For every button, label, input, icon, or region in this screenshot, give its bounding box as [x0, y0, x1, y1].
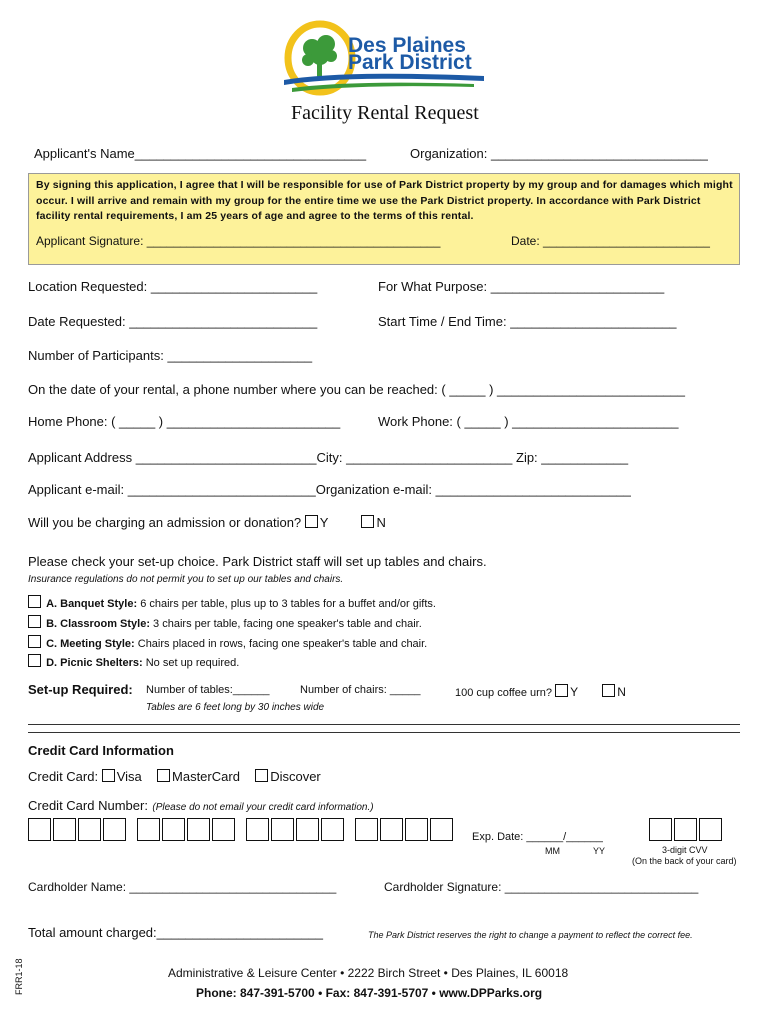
payment-adjustment-note: The Park District reserves the right to change a payment to reflect the correct fee. — [368, 930, 693, 940]
discover-checkbox[interactable] — [255, 769, 268, 782]
number-of-tables-field[interactable]: Number of tables:______ — [146, 684, 270, 696]
applicant-signature-label: Applicant Signature: — [36, 234, 144, 248]
setup-option-a-desc: 6 chairs per table, plus up to 3 tables for a buffet and/or gifts. — [140, 598, 436, 610]
mastercard-checkbox[interactable] — [157, 769, 170, 782]
coffee-yes-checkbox[interactable] — [555, 684, 568, 697]
card-digit-box[interactable] — [162, 818, 185, 841]
zip-label: Zip: — [516, 450, 538, 465]
admission-yes-checkbox[interactable] — [305, 515, 318, 528]
cvv-digit-box[interactable] — [674, 818, 697, 841]
zip-field[interactable]: ____________ — [541, 450, 629, 465]
applicant-name-field[interactable]: ________________________________ — [134, 146, 367, 161]
cardholder-name-label: Cardholder Name: — [28, 880, 127, 894]
signature-date-row — [511, 234, 710, 248]
applicant-signature-row — [36, 234, 440, 248]
card-digit-box[interactable] — [430, 818, 453, 841]
email-label: Applicant e-mail: — [28, 482, 125, 497]
card-digit-box[interactable] — [53, 818, 76, 841]
card-digit-box[interactable] — [380, 818, 403, 841]
email-field[interactable]: __________________________ — [127, 482, 316, 497]
form-code: FRR1-18 — [14, 958, 24, 995]
setup-option-c-checkbox[interactable] — [28, 635, 41, 648]
card-digit-box[interactable] — [296, 818, 319, 841]
setup-insurance-note: Insurance regulations do not permit you to set up our tables and chairs. — [28, 574, 344, 585]
location-row — [28, 279, 317, 294]
rental-phone-field[interactable]: On the date of your rental, a phone number where you can be reached: ( _____ ) __________________________ — [28, 382, 686, 397]
setup-option-c — [28, 635, 427, 650]
expiration-date-field[interactable]: Exp. Date: ______/______ — [472, 831, 603, 843]
agreement-box — [28, 173, 740, 265]
work-phone-field[interactable]: Work Phone: ( _____ ) _______________________ — [378, 414, 679, 429]
credit-card-label: Credit Card: — [28, 769, 99, 784]
admission-question: Will you be charging an admission or donation? — [28, 515, 302, 530]
setup-option-b — [28, 615, 422, 630]
card-digit-box[interactable] — [212, 818, 235, 841]
divider-line — [28, 724, 740, 725]
setup-option-b-desc: 3 chairs per table, facing one speaker's table and chair. — [153, 618, 422, 630]
card-digit-box[interactable] — [405, 818, 428, 841]
setup-option-d-checkbox[interactable] — [28, 654, 41, 667]
address-row — [28, 450, 628, 465]
card-digit-box[interactable] — [187, 818, 210, 841]
coffee-no-label: N — [617, 685, 626, 699]
visa-checkbox[interactable] — [102, 769, 115, 782]
exp-year-label: YY — [593, 846, 606, 856]
cardholder-name-row — [28, 880, 336, 894]
tables-size-note: Tables are 6 feet long by 30 inches wide — [146, 702, 325, 713]
purpose-row — [378, 279, 664, 294]
admission-no-checkbox[interactable] — [361, 515, 374, 528]
cvv-label: 3-digit CVV — [662, 845, 708, 855]
date-requested-field[interactable]: __________________________ — [129, 314, 318, 329]
card-digit-box[interactable] — [355, 818, 378, 841]
time-field[interactable]: _______________________ — [510, 314, 677, 329]
city-label: City: — [316, 450, 343, 465]
credit-card-heading: Credit Card Information — [28, 743, 174, 758]
agreement-text: By signing this application, I agree that I will be responsible for use of Park District property by my group and for damages which might occur. I will arrive and remain with my group for the entire time we use the Park District property. In accordance with Park District facility rental requirements, I am 25 years of age and agree to the terms of this rental. — [36, 179, 733, 222]
participants-label: Number of Participants: — [28, 348, 164, 363]
participants-field[interactable]: ____________________ — [167, 348, 313, 363]
exp-month-label: MM — [545, 846, 560, 856]
applicant-name-label: Applicant's Name — [34, 146, 135, 161]
organization-label: Organization: — [410, 146, 488, 161]
cvv-note: (On the back of your card) — [632, 856, 737, 866]
admission-row — [28, 515, 386, 530]
time-row — [378, 314, 677, 329]
date-requested-label: Date Requested: — [28, 314, 126, 329]
total-amount-label: Total amount charged: — [28, 925, 157, 940]
card-digit-box[interactable] — [28, 818, 51, 841]
signature-date-field[interactable]: _________________________ — [543, 234, 710, 248]
setup-option-c-title: C. Meeting Style: — [46, 638, 135, 650]
setup-option-a-checkbox[interactable] — [28, 595, 41, 608]
credit-card-type-row — [28, 769, 321, 784]
email-row — [28, 482, 631, 497]
card-digit-box[interactable] — [103, 818, 126, 841]
card-digit-box[interactable] — [321, 818, 344, 841]
purpose-label: For What Purpose: — [378, 279, 488, 294]
org-email-label: Organization e-mail: — [315, 482, 433, 497]
organization-field[interactable]: ______________________________ — [490, 146, 708, 161]
coffee-urn-label: 100 cup coffee urn? — [455, 687, 553, 699]
setup-option-a-title: A. Banquet Style: — [46, 598, 138, 610]
setup-heading: Please check your set-up choice. Park District staff will set up tables and chairs. — [28, 554, 487, 569]
cardholder-signature-row — [384, 880, 698, 894]
setup-option-b-title: B. Classroom Style: — [46, 618, 150, 630]
setup-option-d-desc: No set up required. — [145, 657, 240, 669]
cardholder-signature-field[interactable]: _____________________________ — [504, 880, 699, 894]
organization-row — [410, 146, 708, 161]
purpose-field[interactable]: ________________________ — [490, 279, 665, 294]
cardholder-signature-label: Cardholder Signature: — [384, 880, 502, 894]
applicant-signature-field[interactable]: ____________________________________________ — [146, 234, 441, 248]
park-district-logo — [284, 18, 484, 98]
form-title: Facility Rental Request — [291, 102, 479, 124]
card-digit-box[interactable] — [78, 818, 101, 841]
mastercard-label: MasterCard — [172, 769, 240, 784]
card-digit-box[interactable] — [137, 818, 160, 841]
location-field[interactable]: _______________________ — [150, 279, 318, 294]
logo-line-2: Park District — [348, 51, 472, 74]
participants-row — [28, 348, 312, 363]
home-phone-field[interactable]: Home Phone: ( _____ ) ________________________ — [28, 414, 341, 429]
logo-line-1: Des Plaines — [348, 34, 466, 57]
signature-date-label: Date: — [511, 234, 540, 248]
setup-option-d-title: D. Picnic Shelters: — [46, 657, 143, 669]
setup-required-label: Set-up Required: — [28, 682, 133, 697]
card-number-note: (Please do not email your credit card information.) — [152, 802, 374, 813]
location-label: Location Requested: — [28, 279, 148, 294]
setup-option-c-desc: Chairs placed in rows, facing one speaker's table and chair. — [137, 638, 428, 650]
address-field[interactable]: _________________________ — [135, 450, 317, 465]
discover-label: Discover — [270, 769, 321, 784]
footer-contact: Phone: 847-391-5700 • Fax: 847-391-5707 • www.DPParks.org — [196, 986, 543, 1000]
admission-yes-label: Y — [319, 515, 329, 530]
setup-option-a — [28, 595, 436, 610]
address-label: Applicant Address — [28, 450, 133, 465]
applicant-name-row — [34, 146, 366, 161]
coffee-yes-label: Y — [570, 685, 579, 699]
total-amount-field[interactable]: _______________________ — [156, 925, 323, 940]
date-requested-row — [28, 314, 317, 329]
card-digit-box[interactable] — [271, 818, 294, 841]
city-field[interactable]: _______________________ — [346, 450, 513, 465]
card-digit-box[interactable] — [246, 818, 269, 841]
org-email-field[interactable]: ___________________________ — [435, 482, 631, 497]
coffee-no-checkbox[interactable] — [602, 684, 615, 697]
cvv-digit-box[interactable] — [699, 818, 722, 841]
divider-line — [28, 732, 740, 733]
cardholder-name-field[interactable]: _______________________________ — [129, 880, 337, 894]
card-number-label-row — [28, 797, 374, 815]
total-amount-row — [28, 925, 323, 940]
time-label: Start Time / End Time: — [378, 314, 507, 329]
setup-option-b-checkbox[interactable] — [28, 615, 41, 628]
number-of-chairs-field[interactable]: Number of chairs: _____ — [300, 684, 421, 696]
card-number-label: Credit Card Number: — [28, 798, 148, 813]
coffee-urn-row — [455, 684, 626, 699]
admission-no-label: N — [376, 515, 386, 530]
visa-label: Visa — [116, 769, 142, 784]
cvv-digit-box[interactable] — [649, 818, 672, 841]
setup-option-d — [28, 654, 239, 669]
footer-address: Administrative & Leisure Center • 2222 Birch Street • Des Plaines, IL 60018 — [168, 966, 569, 980]
